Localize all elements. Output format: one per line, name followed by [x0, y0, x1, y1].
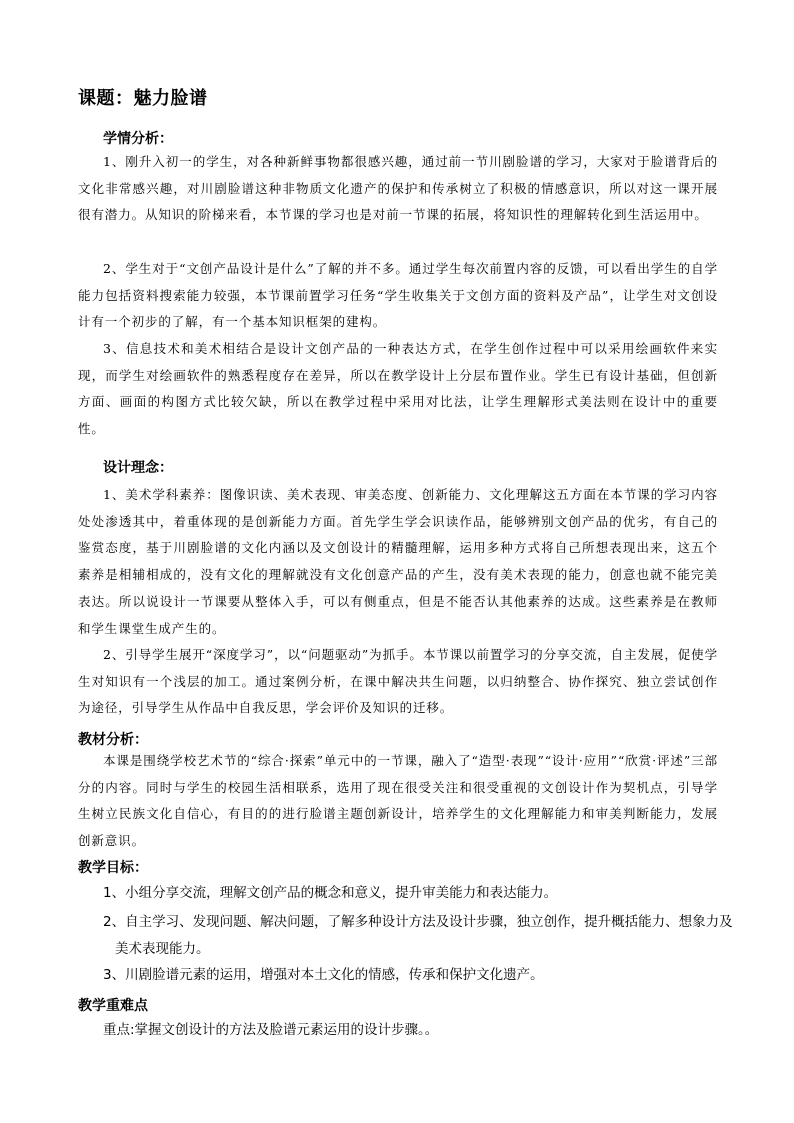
teaching-goal-3: 3、川剧脸谱元素的运用，增强对本土文化的情感，传承和保护文化遗产。: [103, 967, 544, 983]
lesson-title: 课题：魅力脸谱: [78, 88, 208, 109]
heading-design-concept: 设计理念：: [103, 460, 173, 476]
student-analysis-paragraph-2: 2、学生对于“文创产品设计是什么”了解的并不多。通过学生每次前置内容的反馈，可以看出学生的自学能力包括资料搜索能力较强，本节课前置学习任务“学生收集关于文创方面的资料及产品”，让学生对文创设计有一个初步的了解，有一个基本知识框架的建构。: [78, 261, 718, 330]
design-concept-paragraph-1: 1、美术学科素养：图像识读、美术表现、审美态度、创新能力、文化理解这五方面在本节课的学习内容处处渗透其中，着重体现的是创新能力方面。首先学生学会识读作品，能够辨别文创产品的优劣，有自己的鉴赏态度，基于川剧脸谱的文化内涵以及文创设计的精髓理解，运用多种方式将自己所想表现出来，这五个素养是相辅相成的，没有文化的理解就没有文化创意产品的产生，没有美术表现的能力，创意也就不能完美表达。所以说设计一节课要从整体入手，可以有侧重点，但是不能否认其他素养的达成。这些素养是在教师和学生课堂生成产生的。: [78, 487, 718, 636]
heading-key-points: 教学重难点: [78, 998, 148, 1014]
material-analysis-paragraph: 本课是围绕学校艺术节的“综合·探索”单元中的一节课，融入了“造型·表现”“设计·应用”“欣赏·评述”三部分的内容。同时与学生的校园生活相联系，选用了现在很受关注和很受重视的文创设计作为契机点，引导学生树立民族文化自信心，有目的的进行脸谱主题创新设计，培养学生的文化理解能力和审美判断能力，发展创新意识。: [78, 753, 718, 849]
heading-student-analysis: 学情分析：: [103, 131, 173, 147]
student-analysis-paragraph-3: 3、信息技术和美术相结合是设计文创产品的一种表达方式，在学生创作过程中可以采用绘画软件来实现，而学生对绘画软件的熟悉程度存在差异，所以在教学设计上分层布置作业。学生已有设计基础，但创新方面、画面的构图方式比较欠缺，所以在教学过程中采用对比法，让学生理解形式美法则在设计中的重要性。: [78, 341, 718, 437]
heading-teaching-goals: 教学目标：: [78, 860, 148, 876]
student-analysis-paragraph-1: 1、刚升入初一的学生，对各种新鲜事物都很感兴趣，通过前一节川剧脸谱的学习，大家对于脸谱背后的文化非常感兴趣，对川剧脸谱这种非物质文化遗产的保护和传承树立了积极的情感意识，所以对这一课开展很有潜力。从知识的阶梯来看，本节课的学习也是对前一节课的拓展，将知识性的理解转化到生活运用中。: [78, 154, 718, 223]
teaching-goal-1: 1、小组分享交流，理解文创产品的概念和意义，提升审美能力和表达能力。: [103, 885, 558, 901]
heading-material-analysis: 教材分析：: [78, 732, 148, 748]
design-concept-paragraph-2: 2、引导学生展开“深度学习”，以“问题驱动”为抓手。本节课以前置学习的分享交流，自主发展，促使学生对知识有一个浅层的加工。通过案例分析，在课中解决共生问题，以归纳整合、协作探究、独立尝试创作为途径，引导学生从作品中自我反思，学会评价及知识的迁移。: [78, 647, 718, 716]
key-points-text: 重点:掌握文创设计的方法及脸谱元素运用的设计步骤。。: [103, 1022, 439, 1038]
teaching-goal-2: 2、自主学习、发现问题、解决问题，了解多种设计方法及设计步骤，独立创作，提升概括能力、想象力及美术表现能力。: [103, 914, 733, 957]
